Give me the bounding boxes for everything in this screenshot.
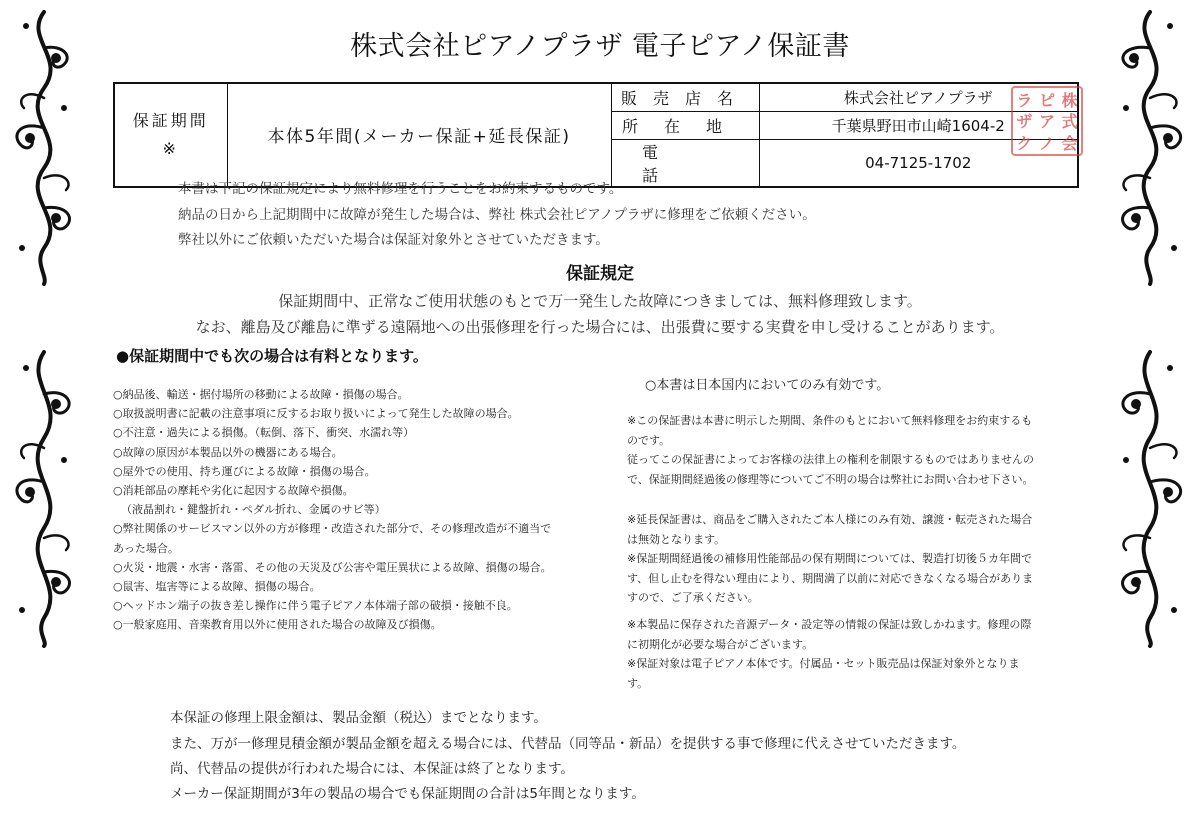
stamp-char: ノ <box>1038 133 1055 153</box>
stamp-char: ザ <box>1016 112 1033 132</box>
warranty-period-mark: ※ <box>162 138 179 158</box>
intro-line: 本書は下記の保証規定により無料修理を行うことをお約束するものです。 <box>178 181 623 197</box>
swirl-ornament-bottom-right <box>1104 348 1196 648</box>
intro-line: 弊社以外にご依頼いただいた場合は保証対象外とさせていただきます。 <box>178 232 609 248</box>
address-value: 千葉県野田市山崎1604-2 <box>759 111 1078 139</box>
warranty-info-table <box>113 82 1079 188</box>
list-item: ○屋外での使用、持ち運びによる故障・損傷の場合。 <box>113 464 376 478</box>
stamp-char: 会 <box>1061 133 1078 153</box>
note-block <box>627 510 1082 608</box>
stamp-char: 式 <box>1061 112 1078 132</box>
note-line: す。 <box>627 676 649 690</box>
bottom-line: 本保証の修理上限金額は、製品金額（税込）までとなります。 <box>170 710 547 726</box>
list-item: ○鼠害、塩害等による故障、損傷の場合。 <box>113 580 321 594</box>
note-block <box>627 411 1082 489</box>
list-item: ○ヘッドホン端子の抜き差し操作に伴う電子ピアノ本体端子部の破損・接触不良。 <box>113 599 518 613</box>
bottom-line: 尚、代替品の提供が行われた場合には、本保証は終了となります。 <box>170 761 574 777</box>
warranty-period-value: 本体5年間(メーカー保証+延長保証) <box>227 83 611 187</box>
phone-label: 電話 <box>611 139 759 187</box>
address-label: 所在地 <box>611 111 759 139</box>
note-line: 従ってこの保証書によってお客様の法律上の権利を制限するものではありませんの <box>627 453 1034 466</box>
list-item: ○不注意・過失による損傷。（転倒、落下、衝突、水濡れ等） <box>113 426 415 440</box>
stamp-char: ク <box>1016 133 1033 153</box>
paid-cases-list <box>113 385 603 635</box>
stamp-char: 株 <box>1061 91 1078 110</box>
note-line: ※延長保証書は、商品をご購入されたご本人様にのみ有効、譲渡・転売された場合 <box>627 513 1033 526</box>
stamp-char: ア <box>1038 112 1055 132</box>
shop-name-value: 株式会社ピアノプラザ <box>759 83 1078 111</box>
list-item: ○納品後、輸送・据付場所の移動による故障・損傷の場合。 <box>113 388 409 401</box>
note-line: で、保証期間経過後の修理等についてご不明の場合は弊社にお問い合わせ下さい。 <box>627 472 1034 486</box>
stamp-char: ピ <box>1038 91 1055 110</box>
list-item: あった場合。 <box>113 541 179 555</box>
note-line: ※本製品に保存された音源データ・設定等の情報の保証は致しかねます。修理の際 <box>627 618 1032 631</box>
list-item: ○弊社関係のサービスマン以外の方が修理・改造された部分で、その修理改造が不適当で <box>113 522 552 536</box>
note-line: は無効となります。 <box>627 532 726 546</box>
rules-title: 保証規定 <box>566 264 634 284</box>
company-seal-stamp <box>1011 86 1083 156</box>
list-item: ○故障の原因が本製品以外の機器にある場合。 <box>113 445 343 459</box>
stamp-char: ラ <box>1016 91 1033 110</box>
list-item: ○消耗部品の摩耗や劣化に起因する故障や損傷。 <box>113 484 354 498</box>
rules-line: なお、離島及び離島に準ずる遠隔地への出張修理を行った場合には、出張費に要する実費を申し受けることがあります。 <box>195 318 1005 336</box>
warranty-period-label: 保証期間 <box>132 110 209 130</box>
note-line: す、但し止むを得ない理由により、期間満了以前に対応できなくなる場合がありま <box>627 571 1034 585</box>
swirl-ornament-bottom-left <box>4 348 84 648</box>
intro-line: 納品の日から上記期間中に故障が発生した場合は、弊社 株式会社ピアノプラザに修理をご依頼ください。 <box>178 207 816 223</box>
note-line: ※保証対象は電子ピアノ本体です。付属品・セット販売品は保証対象外となりま <box>627 657 1020 670</box>
phone-value: 04-7125-1702 <box>759 139 1078 187</box>
page-title: 株式会社ピアノプラザ 電子ピアノ保証書 <box>350 31 850 62</box>
japan-only-note: ○本書は日本国内においてのみ有効です。 <box>645 378 890 393</box>
note-block <box>627 615 1082 693</box>
note-line: に初期化が必要な場合がございます。 <box>627 637 814 651</box>
bottom-line: メーカー保証期間が3年の製品の場合でも保証期間の合計は5年間となります。 <box>170 786 645 802</box>
list-item: ○取扱説明書に記載の注意事項に反するお取り扱いによって発生した故障の場合。 <box>113 407 519 421</box>
rules-line: 保証期間中、正常なご使用状態のもとで万一発生した故障につきましては、無料修理致します。 <box>278 292 922 310</box>
note-line: ※この保証書は本書に明示した期間、条件のもとにおいて無料修理をお約束するも <box>627 414 1033 427</box>
list-item: ○火災・地震・水害・落雷、その他の天災及び公害や電圧異状による故障、損傷の場合。 <box>113 560 552 574</box>
shop-name-label: 販売店名 <box>611 83 759 111</box>
warranty-period-label-cell <box>114 83 227 187</box>
list-item: ○一般家庭用、音楽教育用以外に使用された場合の故障及び損傷。 <box>113 618 442 632</box>
bottom-line: また、万が一修理見積金額が製品金額を超える場合には、代替品（同等品・新品）を提供する事で修理に代えさせていただきます。 <box>170 736 966 752</box>
note-line: のです。 <box>627 433 671 447</box>
note-line: すので、ご了承ください。 <box>627 591 759 604</box>
list-item: （液晶割れ・鍵盤折れ・ペダル折れ、金属のサビ等） <box>121 503 386 517</box>
note-line: ※保証期間経過後の補修用性能部品の保有期間については、製造打切後５カ年間で <box>627 552 1032 565</box>
paid-cases-heading: ●保証期間中でも次の場合は有料となります。 <box>116 347 428 365</box>
